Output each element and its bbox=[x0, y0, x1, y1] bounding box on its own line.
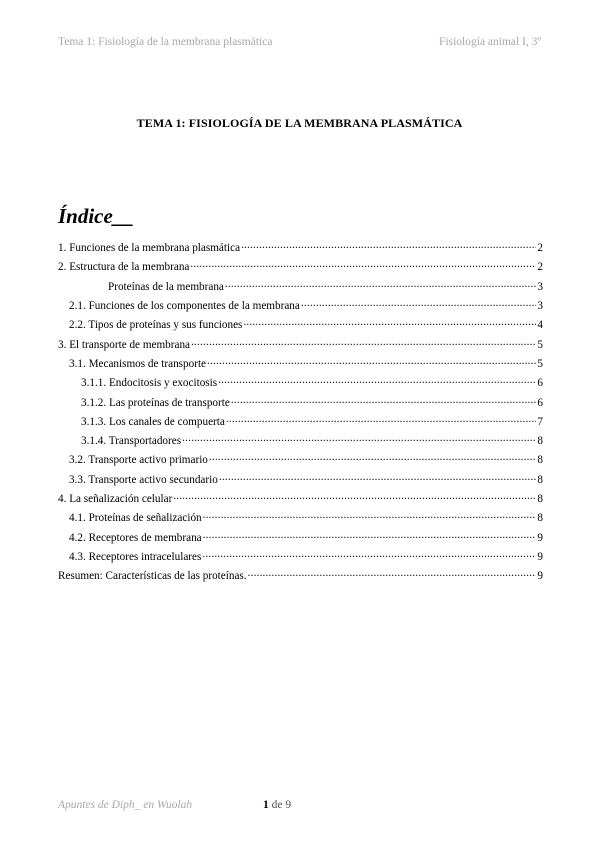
toc-entry-page: 3 bbox=[537, 280, 543, 293]
toc-entry-label: Resumen: Características de las proteínas. bbox=[58, 570, 247, 583]
toc-entry-page: 8 bbox=[537, 473, 543, 486]
toc-entry-label: 3.3. Transporte activo secundario bbox=[69, 473, 218, 486]
toc-entry-label: 4. La señalización celular bbox=[58, 493, 173, 506]
toc-dot-leader bbox=[190, 259, 536, 270]
toc-entry-page: 9 bbox=[537, 570, 543, 583]
toc-entry[interactable] bbox=[58, 568, 543, 587]
toc-entry-page: 5 bbox=[537, 357, 543, 370]
toc-dot-leader bbox=[173, 491, 536, 502]
toc-entry-label: Proteínas de la membrana bbox=[108, 280, 224, 293]
toc-entry[interactable] bbox=[58, 240, 543, 259]
toc-entry-page: 5 bbox=[537, 338, 543, 351]
toc-entry-label: 3.1.1. Endocitosis y exocitosis bbox=[81, 377, 218, 390]
toc-entry[interactable] bbox=[58, 394, 543, 413]
toc-entry-label: 3.1.4. Transportadores bbox=[81, 435, 182, 448]
toc-entry-page: 8 bbox=[537, 454, 543, 467]
toc-entry-page: 9 bbox=[537, 531, 543, 544]
toc-entry-label: 4.3. Receptores intracelulares bbox=[69, 550, 202, 563]
toc-dot-leader bbox=[243, 317, 536, 328]
toc-entry-page: 4 bbox=[537, 319, 543, 332]
toc-entry-label: 3. El transporte de membrana bbox=[58, 338, 191, 351]
toc-dot-leader bbox=[231, 394, 537, 405]
toc-dot-leader bbox=[219, 472, 537, 483]
header-left: Tema 1: Fisiología de la membrana plasmática bbox=[58, 36, 273, 48]
toc-dot-leader bbox=[207, 356, 536, 367]
toc-dot-leader bbox=[203, 510, 537, 521]
document-title: TEMA 1: FISIOLOGÍA DE LA MEMBRANA PLASMÁTICA bbox=[136, 116, 463, 130]
page-current: 1 bbox=[263, 799, 269, 811]
toc-entry[interactable] bbox=[58, 491, 543, 510]
toc-entry[interactable] bbox=[58, 279, 543, 298]
toc-entry[interactable] bbox=[58, 549, 543, 568]
toc-dot-leader bbox=[182, 433, 536, 444]
toc-entry-label: 3.1. Mecanismos de transporte bbox=[69, 357, 207, 370]
toc-entry-label: 2.2. Tipos de proteínas y sus funciones bbox=[69, 319, 243, 332]
toc-entry-page: 6 bbox=[537, 396, 543, 409]
page-total: 9 bbox=[285, 799, 292, 811]
toc-entry-label: 4.2. Receptores de membrana bbox=[69, 531, 202, 544]
toc-entry-label: 3.1.3. Los canales de compuerta bbox=[81, 415, 225, 428]
toc-entry-label: 4.1. Proteínas de señalización bbox=[69, 512, 202, 525]
toc-entry-page: 8 bbox=[537, 493, 543, 506]
toc-entry-page: 7 bbox=[537, 415, 543, 428]
toc-entry-label: 3.2. Transporte activo primario bbox=[69, 454, 208, 467]
toc-entry[interactable] bbox=[58, 375, 543, 394]
toc-dot-leader bbox=[191, 336, 536, 347]
toc-entry[interactable] bbox=[58, 298, 543, 317]
toc-dot-leader bbox=[248, 568, 537, 579]
toc-dot-leader bbox=[202, 549, 536, 560]
toc-entry[interactable] bbox=[58, 356, 543, 375]
toc-entry[interactable] bbox=[58, 259, 543, 278]
toc-entry-label: 3.1.2. Las proteínas de transporte bbox=[81, 396, 230, 409]
toc-dot-leader bbox=[241, 240, 536, 251]
toc-entry-label: 1. Funciones de la membrana plasmática bbox=[58, 242, 241, 255]
toc-entry-label: 2. Estructura de la membrana bbox=[58, 261, 190, 274]
toc-entry-page: 2 bbox=[537, 261, 543, 274]
page-separator: de bbox=[271, 799, 283, 811]
toc-entry-label: 2.1. Funciones de los componentes de la membrana bbox=[69, 300, 300, 313]
running-header bbox=[58, 36, 541, 48]
toc-entry-page: 9 bbox=[537, 550, 543, 563]
toc-entry[interactable] bbox=[58, 510, 543, 529]
toc-entry[interactable] bbox=[58, 414, 543, 433]
toc-dot-leader bbox=[209, 452, 537, 463]
toc-dot-leader bbox=[226, 414, 537, 425]
toc-entry-page: 8 bbox=[537, 512, 543, 525]
footer-credit: Apuntes de Diph_ en Wuolah bbox=[58, 799, 193, 811]
toc-dot-leader bbox=[203, 529, 537, 540]
toc-entry-page: 2 bbox=[537, 242, 543, 255]
toc-heading: Índice__ bbox=[58, 204, 134, 228]
toc-entry[interactable] bbox=[58, 317, 543, 336]
table-of-contents bbox=[58, 240, 543, 587]
toc-entry[interactable] bbox=[58, 452, 543, 471]
toc-entry[interactable] bbox=[58, 433, 543, 452]
toc-entry[interactable] bbox=[58, 472, 543, 491]
toc-dot-leader bbox=[225, 279, 537, 290]
toc-dot-leader bbox=[218, 375, 536, 386]
toc-entry[interactable] bbox=[58, 336, 543, 355]
toc-entry-page: 6 bbox=[537, 377, 543, 390]
page-number bbox=[263, 799, 291, 811]
toc-entry[interactable] bbox=[58, 529, 543, 548]
toc-dot-leader bbox=[301, 298, 537, 309]
header-right: Fisiología animal I, 3º bbox=[439, 36, 541, 48]
toc-entry-page: 8 bbox=[537, 435, 543, 448]
toc-entry-page: 3 bbox=[537, 300, 543, 313]
